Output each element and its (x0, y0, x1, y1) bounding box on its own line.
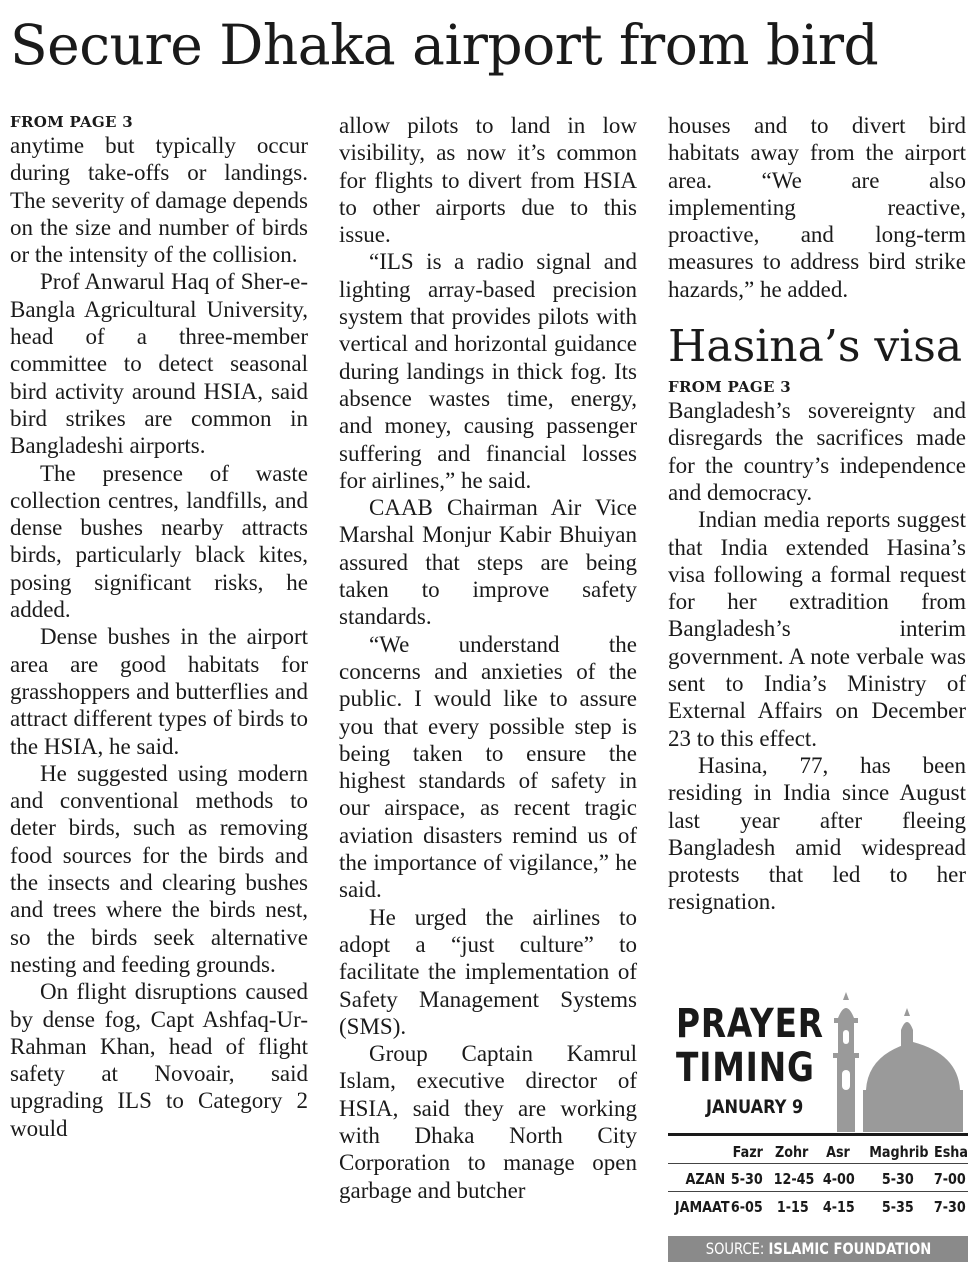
time-cell: 7-00 (933, 1170, 966, 1188)
time-cell: 12-45 (773, 1170, 815, 1188)
subheadline: Hasina’s visa (668, 321, 963, 373)
headline: Secure Dhaka airport from bird (10, 13, 879, 77)
time-cell: 7-30 (933, 1198, 966, 1216)
prayer-table (668, 1133, 968, 1219)
paragraph: allow pilots to land in low visibility, as now it’s common for flights to divert from HSIA to other airports due to this issue. (339, 113, 637, 248)
paragraph: He urged the airlines to adopt a “just culture” to facilitate the implementation of Safety Management Systems (SMS). (339, 904, 637, 1039)
source-name: ISLAMIC FOUNDATION (768, 1239, 931, 1258)
paragraph: CAAB Chairman Air Vice Marshal Monjur Kabir Bhuiyan assured that steps are being taken to improve safety standards. (339, 495, 637, 630)
column-2 (339, 112, 637, 1204)
paragraph: “ILS is a radio signal and lighting array-based precision system that provides pilots with vertical and horizontal guidance during landings in thick fog. Its absence wastes time, energy, and money, causing passenger suffering and financial losses for airlines,” he said. (339, 249, 637, 493)
table-row (668, 1191, 968, 1219)
paragraph: Prof Anwarul Haq of Sher-e-Bangla Agricultural University, head of a three-member committee to detect seasonal bird activity around HSIA, said bird strikes are common in Bangladeshi airports. (10, 269, 308, 459)
time-cell: 5-30 (730, 1170, 763, 1188)
column-header: Fazr (732, 1143, 763, 1161)
row-label: AZAN (685, 1170, 726, 1188)
column-header: Asr (826, 1143, 850, 1161)
column-header: Maghrib (869, 1143, 929, 1161)
paragraph: Bangladesh’s sovereignty and disregards the sacrifices made for the country’s independence and democracy. (668, 398, 966, 505)
paragraph: houses and to divert bird habitats away from the airport area. “We are also implementing reactive, proactive, and long-term measures to address bird strike hazards,” he added. (668, 113, 966, 302)
table-row (668, 1163, 968, 1191)
paragraph: He suggested using modern and conventional methods to deter birds, such as removing food sources for the birds and the insects and clearing bushes and trees where the birds nest, so the birds seek alternative nesting and feeding grounds. (10, 760, 308, 977)
paragraph: Hasina, 77, has been residing in India since August last year after fleeing Bangladesh amid widespread protests that led to her resignation. (668, 752, 966, 915)
prayer-title-line: TIMING (676, 1045, 815, 1091)
prayer-table-header (668, 1136, 968, 1163)
paragraph: On flight disruptions caused by dense fog, Capt Ashfaq-Ur-Rahman Khan, head of flight safety at Novoair, said upgrading ILS to Category 2 would (10, 979, 308, 1141)
time-cell: 4-15 (822, 1198, 855, 1216)
time-cell: 4-00 (822, 1170, 855, 1188)
paragraph: Group Captain Kamrul Islam, executive director of HSIA, said they are working with Dhaka North City Corporation to manage open garbage and butcher (339, 1041, 637, 1203)
column-header: Esha (933, 1143, 968, 1161)
prayer-date: JANUARY 9 (706, 1096, 804, 1118)
prayer-title (676, 1002, 824, 1090)
column-1 (10, 112, 308, 1142)
time-cell: 5-35 (881, 1198, 914, 1216)
time-cell: 6-05 (730, 1198, 763, 1216)
column-header: Zohr (774, 1143, 809, 1161)
paragraph: “We understand the concerns and anxieties of the public. I would like to assure you that every possible step is being taken to ensure the highest standards of safety in our airspace, as recent tragic aviation disasters remind us of the importance of vigilance,” he said. (339, 631, 637, 903)
paragraph: The presence of waste collection centres, landfills, and dense bushes nearby attracts birds, particularly black kites, posing significant risks, he added. (10, 460, 308, 623)
column-3 (668, 112, 966, 916)
paragraph: anytime but typically occur during take-offs or landings. The severity of damage depends on the size and number of birds or the intensity of the collision. (10, 133, 308, 268)
row-label: JAMAAT (674, 1198, 730, 1216)
source-prefix: SOURCE: (705, 1239, 764, 1258)
paragraph: Dense bushes in the airport area are good habitats for grasshoppers and butterflies and attract different types of birds to the HSIA, he said. (10, 624, 308, 759)
time-cell: 1-15 (776, 1198, 809, 1216)
kicker: FROM PAGE 3 (10, 113, 134, 131)
kicker: FROM PAGE 3 (668, 378, 792, 397)
source-bar (668, 1236, 968, 1262)
time-cell: 5-30 (881, 1170, 914, 1188)
mosque-icon (818, 990, 968, 1132)
prayer-title-line: PRAYER (676, 1001, 824, 1047)
prayer-timing-box (668, 990, 968, 1260)
paragraph: Indian media reports suggest that India extended Hasina’s visa following a formal request for her extradition from Bangladesh’s interim government. A note verbale was sent to India’s Ministry of External Affairs on December 23 to this effect. (668, 507, 966, 751)
